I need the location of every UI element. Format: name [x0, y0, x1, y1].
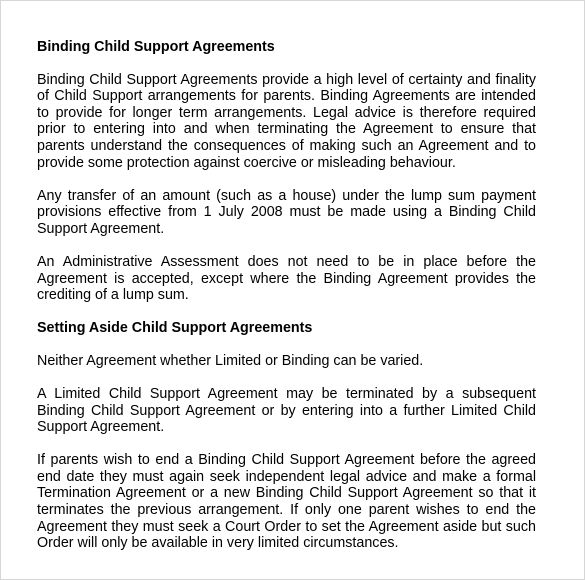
- text-line: Neither Agreement whether Limited or Binding can be varied.: [37, 352, 424, 369]
- text-line: Order will only be available in very limited circumstances.: [37, 535, 399, 552]
- document-content: [37, 39, 536, 568]
- section-heading-setting-aside: Setting Aside Child Support Agreements: [37, 320, 313, 337]
- text-line: Binding Child Support Agreement or by entering into a further Limited Child: [37, 402, 536, 419]
- text-line: Binding Child Support Agreements provide a high level of certainty and finality: [37, 71, 536, 88]
- text-line: Agreement is accepted, except where the Binding Agreement provides the: [37, 270, 536, 287]
- text-line: A Limited Child Support Agreement may be terminated by a subsequent: [37, 385, 536, 402]
- paragraph-lump-sum-transfer: [37, 188, 536, 238]
- text-line: crediting of a lump sum.: [37, 287, 189, 304]
- text-line: provide some protection against coercive or misleading behaviour.: [37, 154, 456, 171]
- text-line: parents understand the consequences of making such an Agreement and to: [37, 137, 536, 154]
- text-line: of Child Support arrangements for parents. Binding Agreements are intended: [37, 88, 536, 105]
- section-heading-binding-agreements: Binding Child Support Agreements: [37, 39, 275, 55]
- text-line: Termination Agreement or a new Binding Child Support Agreement so that it: [37, 485, 536, 502]
- text-line: to provide for longer term arrangements. Legal advice is therefore required: [37, 104, 536, 121]
- paragraph-binding-overview: [37, 72, 536, 172]
- text-line: Any transfer of an amount (such as a house) under the lump sum payment: [37, 187, 536, 204]
- text-line: prior to entering into and when terminating the Agreement to ensure that: [37, 121, 536, 138]
- text-line: end date they must again seek independent legal advice and make a formal: [37, 468, 536, 485]
- text-line: If parents wish to end a Binding Child Support Agreement before the agreed: [37, 452, 536, 469]
- text-line: provisions effective from 1 July 2008 must be made using a Binding Child: [37, 204, 536, 221]
- paragraph-limited-termination: [37, 386, 536, 436]
- text-line: Agreement they must seek a Court Order to set the Agreement aside but such: [37, 518, 536, 535]
- paragraph-binding-termination: [37, 452, 536, 552]
- paragraph-no-variation: [37, 353, 536, 370]
- text-line: Support Agreement.: [37, 220, 165, 237]
- text-line: An Administrative Assessment does not need to be in place before the: [37, 253, 536, 270]
- paragraph-administrative-assessment: [37, 254, 536, 304]
- text-line: Support Agreement.: [37, 419, 165, 436]
- text-line: terminates the previous arrangement. If only one parent wishes to end the: [37, 501, 536, 518]
